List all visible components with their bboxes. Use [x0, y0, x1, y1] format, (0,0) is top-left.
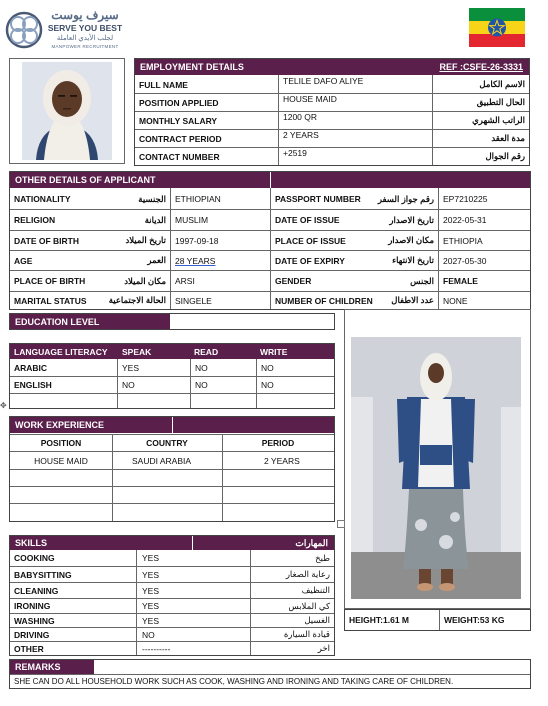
marital-status-value: SINGELE: [175, 295, 212, 306]
skill-ironing-label: IRONING: [14, 601, 51, 611]
arabic-speak-value: YES: [122, 363, 140, 373]
skill-other-label: OTHER: [14, 643, 44, 654]
logo-arabic-subtitle: لجلب الأيدي العاملة: [56, 35, 114, 42]
skill-cooking-arabic: طبخ: [315, 552, 330, 563]
employment-details-title: EMPLOYMENT DETAILS: [140, 62, 244, 72]
remarks-text: SHE CAN DO ALL HOUSEHOLD WORK SUCH AS COOK, WASHING AND IRONING AND TAKING CARE OF CHILDREN.: [14, 677, 454, 686]
skill-driving-value: NO: [142, 629, 155, 640]
full-body-photo: [351, 337, 521, 599]
other-details-header: [10, 172, 270, 188]
number-of-children-value: NONE: [443, 295, 468, 306]
full-name-value: TELILE DAFO ALIYE: [283, 76, 364, 86]
weight-value: WEIGHT:53 KG: [444, 615, 505, 625]
marital-status-label: MARITAL STATUS: [14, 295, 87, 306]
passport-number-label: PASSPORT NUMBER: [275, 194, 361, 204]
remarks-header: [10, 660, 94, 674]
education-level-box: [9, 313, 335, 330]
age-arabic: العمر: [147, 255, 166, 265]
position-applied-arabic: الحال التطبيق: [476, 97, 525, 107]
applicant-portrait-frame: [9, 58, 125, 164]
remarks-title: REMARKS: [15, 662, 61, 672]
date-of-expiry-value: 2027-05-30: [443, 255, 487, 266]
arabic-read-value: NO: [195, 363, 208, 373]
nationality-value: ETHIOPIAN: [175, 194, 221, 204]
speak-header: SPEAK: [122, 346, 152, 357]
gender-value: FEMALE: [443, 276, 478, 286]
skill-washing-arabic: الغسيل: [304, 615, 330, 625]
logo-tagline: MANPOWER RECRUITMENT: [51, 44, 119, 49]
contract-period-arabic: مدة العقد: [491, 133, 525, 143]
company-logo: [4, 8, 124, 52]
measurements-box: [344, 609, 531, 631]
write-header: WRITE: [260, 346, 288, 357]
work-country-value: SAUDI ARABIA: [132, 455, 192, 466]
skill-ironing-arabic: كي الملابس: [288, 600, 330, 611]
table-move-handle[interactable]: ✥: [0, 401, 7, 410]
date-of-issue-value: 2022-05-31: [443, 215, 487, 225]
skill-washing-label: WASHING: [14, 615, 55, 626]
passport-number-value: EP7210225: [443, 194, 488, 204]
english-speak-value: NO: [122, 380, 135, 390]
photo-resize-handle[interactable]: [337, 520, 345, 528]
date-of-issue-label: DATE OF ISSUE: [275, 215, 340, 225]
other-details-title: OTHER DETAILS OF APPLICANT: [15, 175, 156, 185]
height-value: HEIGHT:1.61 M: [349, 615, 409, 625]
logo-brand-name: SERVE YOU BEST: [47, 23, 123, 33]
logo-arabic-name: سيرف يوست: [51, 8, 119, 22]
contract-period-label: CONTRACT PERIOD: [139, 133, 222, 144]
language-arabic-label: ARABIC: [14, 363, 48, 373]
skill-babysitting-value: YES: [142, 569, 160, 580]
education-level-header: [10, 314, 170, 329]
skill-cleaning-value: YES: [142, 585, 160, 596]
work-position-value: HOUSE MAID: [34, 455, 88, 466]
language-english-label: ENGLISH: [14, 380, 52, 390]
skill-babysitting-label: BABYSITTING: [14, 569, 72, 580]
employment-details-table: [134, 58, 530, 166]
skills-title: SKILLS: [15, 538, 48, 548]
position-applied-label: POSITION APPLIED: [139, 97, 219, 108]
skill-cleaning-arabic: التنظيف: [301, 585, 330, 595]
applicant-portrait-photo: [22, 62, 112, 160]
full-name-arabic: الاسم الكامل: [479, 79, 525, 89]
employment-details-header: [135, 59, 529, 75]
number-of-children-label: NUMBER OF CHILDREN: [275, 295, 373, 306]
work-period-column: PERIOD: [261, 438, 295, 448]
logo-emblem-icon: [4, 10, 44, 50]
place-of-issue-value: ETHIOPIA: [443, 235, 483, 246]
religion-label: RELIGION: [14, 215, 56, 225]
english-read-value: NO: [195, 380, 208, 390]
other-details-table: [9, 171, 531, 310]
skill-babysitting-arabic: رعاية الصغار: [285, 569, 330, 579]
work-experience-header: [10, 417, 172, 433]
religion-value: MUSLIM: [175, 215, 209, 225]
age-label: AGE: [14, 255, 33, 266]
monthly-salary-label: MONTHLY SALARY: [139, 115, 218, 126]
skills-table: [9, 535, 335, 656]
remarks-box: [9, 659, 531, 689]
place-of-birth-arabic: مكان الميلاد: [124, 275, 166, 286]
reference-number: REF :CSFE-26-3331: [439, 62, 523, 72]
work-experience-title: WORK EXPERIENCE: [15, 420, 105, 430]
nationality-label: NATIONALITY: [14, 194, 71, 204]
skill-other-arabic: اخر: [317, 643, 330, 653]
skill-cleaning-label: CLEANING: [14, 585, 59, 596]
place-of-issue-arabic: مكان الاصدار: [388, 235, 434, 245]
contact-number-value: +2519: [283, 148, 307, 158]
number-of-children-arabic: عدد الاطفال: [391, 295, 434, 305]
skill-driving-arabic: قيادة السيارة: [283, 629, 330, 639]
read-header: READ: [194, 346, 219, 357]
skill-driving-label: DRIVING: [14, 629, 50, 640]
date-of-birth-arabic: تاريخ الميلاد: [125, 235, 166, 245]
contract-period-value: 2 YEARS: [283, 130, 319, 140]
skills-header: [10, 536, 192, 550]
position-applied-value: HOUSE MAID: [283, 94, 337, 104]
date-of-issue-arabic: تاريخ الاصدار: [389, 214, 434, 225]
religion-arabic: الديانة: [144, 214, 166, 225]
skill-cooking-label: COOKING: [14, 553, 55, 563]
language-literacy-header: LANGUAGE LITERACY: [14, 346, 108, 357]
gender-arabic: الجنس: [410, 275, 434, 286]
skill-washing-value: YES: [142, 615, 160, 626]
contact-number-label: CONTACT NUMBER: [139, 151, 220, 162]
gender-label: GENDER: [275, 276, 312, 286]
ethiopia-flag-icon: [469, 8, 525, 47]
skill-cooking-value: YES: [142, 553, 160, 563]
place-of-birth-value: ARSI: [175, 276, 195, 286]
age-value: 28 YEARS: [175, 255, 216, 266]
skill-other-value: ----------: [142, 643, 171, 654]
monthly-salary-arabic: الراتب الشهري: [472, 115, 525, 125]
skills-title-arabic: المهارات: [295, 537, 328, 548]
marital-status-arabic: الحالة الاجتماعية: [108, 295, 166, 305]
place-of-birth-label: PLACE OF BIRTH: [14, 276, 86, 286]
place-of-issue-label: PLACE OF ISSUE: [275, 235, 346, 246]
work-period-value: 2 YEARS: [264, 455, 300, 466]
work-experience-table: [9, 416, 335, 522]
passport-number-arabic: رقم جواز السفر: [377, 193, 434, 204]
monthly-salary-value: 1200 QR: [283, 112, 318, 122]
skill-ironing-value: YES: [142, 601, 160, 611]
work-position-column: POSITION: [40, 438, 82, 448]
date-of-expiry-arabic: تاريخ الانتهاء: [392, 255, 434, 265]
date-of-birth-value: 1997-09-18: [175, 235, 219, 246]
full-name-label: FULL NAME: [139, 79, 188, 90]
work-country-column: COUNTRY: [146, 438, 188, 448]
education-level-title: EDUCATION LEVEL: [15, 316, 100, 327]
date-of-birth-label: DATE OF BIRTH: [14, 235, 80, 246]
full-body-photo-frame: [344, 309, 531, 609]
arabic-write-value: NO: [261, 363, 274, 373]
english-write-value: NO: [261, 380, 274, 390]
contact-number-arabic: رقم الجوال: [485, 151, 525, 161]
skills-header-arabic: [192, 536, 334, 550]
nationality-arabic: الجنسية: [138, 193, 166, 204]
date-of-expiry-label: DATE OF EXPIRY: [275, 255, 345, 266]
language-table: [9, 343, 335, 409]
